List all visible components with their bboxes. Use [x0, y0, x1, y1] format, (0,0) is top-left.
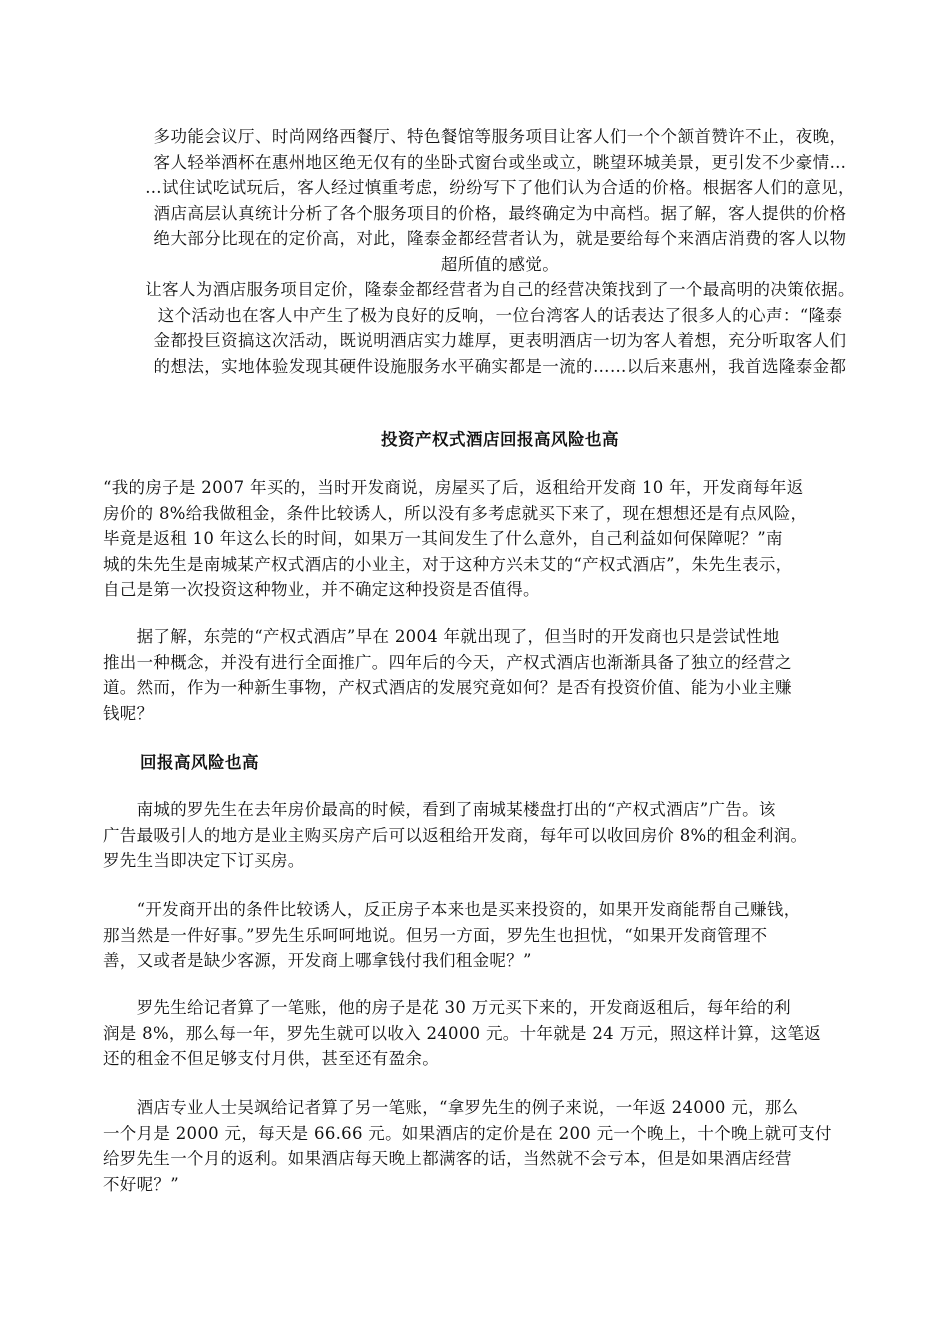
- text-line: 还的租金不但足够支付月供，甚至还有盈余。: [103, 1049, 439, 1068]
- paragraph-5: [103, 995, 893, 1072]
- text-line: 客人轻举酒杯在惠州地区绝无仅有的坐卧式窗台或坐或立，眺望环城美景，更引发不少豪情…: [153, 152, 847, 172]
- text-line: 广告最吸引人的地方是业主购买房产后可以返租给开发商，每年可以收回房价 8%的租金利润。: [103, 825, 808, 845]
- text-line: 南城的罗先生在去年房价最高的时候，看到了南城某楼盘打出的“产权式酒店”广告。该: [103, 800, 776, 819]
- intro-paragraph: [96, 124, 904, 379]
- paragraph-3: [103, 797, 893, 874]
- text-line: 房价的 8%给我做租金，条件比较诱人，所以没有多考虑就买下来了，现在想想还是有点风险，: [103, 503, 808, 523]
- text-line: 据了解，东莞的“产权式酒店”早在 2004 年就出现了，但当时的开发商也只是尝试性地: [103, 627, 780, 646]
- text-line: 超所值的感觉。: [440, 254, 560, 274]
- text-line: 酒店高层认真统计分析了各个服务项目的价格，最终确定为中高档。据了解，客人提供的价格: [153, 203, 847, 223]
- text-line: 钱呢？: [103, 703, 154, 723]
- text-line: 不好呢？”: [103, 1174, 179, 1194]
- text-line: 罗先生当即决定下订买房。: [103, 851, 305, 870]
- text-line: 道。然而，作为一种新生事物，产权式酒店的发展究竟如何？是否有投资价值、能为小业主赚: [103, 678, 792, 697]
- paragraph-4: [103, 897, 893, 974]
- text-line: 推出一种概念，并没有进行全面推广。四年后的今天，产权式酒店也渐渐具备了独立的经营之: [103, 652, 792, 672]
- text-line: 给罗先生一个月的返利。如果酒店每天晚上都满客的话，当然就不会亏本，但是如果酒店经营: [103, 1149, 792, 1168]
- text-line: 罗先生给记者算了一笔账，他的房子是花 30 万元买下来的，开发商返租后，每年给的利: [103, 998, 791, 1017]
- text-line: 绝大部分比现在的定价高，对此，隆泰金都经营者认为，就是要给每个来酒店消费的客人以物: [153, 229, 847, 248]
- text-line: 一个月是 2000 元，每天是 66.66 元。如果酒店的定价是在 200 元一个晚上，十个晚上就可支付: [103, 1123, 832, 1143]
- text-line: 城的朱先生是南城某产权式酒店的小业主，对于这种方兴未艾的“产权式酒店”，朱先生表示，: [103, 554, 793, 574]
- text-line: 这个活动也在客人中产生了极为良好的反响，一位台湾客人的话表达了很多人的心声：“隆泰: [157, 305, 843, 325]
- text-line: 金都投巨资搞这次活动，既说明酒店实力雄厚，更表明酒店一切为客人着想，充分听取客人们: [153, 331, 847, 350]
- text-line: 自己是第一次投资这种物业，并不确定这种投资是否值得。: [103, 580, 540, 599]
- text-line: “我的房子是 2007 年买的，当时开发商说，房屋买了后，返租给开发商 10 年，开发商每年返: [103, 478, 804, 497]
- text-line: 毕竟是返租 10 年这么长的时间，如果万一其间发生了什么意外，自己利益如何保障呢？”南: [103, 529, 783, 548]
- paragraph-1: [103, 475, 893, 603]
- text-line: 润是 8%，那么每一年，罗先生就可以收入 24000 元。十年就是 24 万元，照这样计算，这笔返: [103, 1023, 822, 1043]
- text-line: 的想法，实地体验发现其硬件设施服务水平确实都是一流的……以后来惠州，我首选隆泰金都: [153, 356, 847, 376]
- text-line: 让客人为酒店服务项目定价，隆泰金都经营者为自己的经营决策找到了一个最高明的决策依据。: [145, 280, 855, 299]
- paragraph-6: [103, 1095, 893, 1197]
- text-line: …试住试吃试玩后，客人经过慎重考虑，纷纷写下了他们认为合适的价格。根据客人们的意见，: [145, 178, 855, 197]
- text-line: 多功能会议厅、时尚网络西餐厅、特色餐馆等服务项目让客人们一个个颔首赞许不止，夜晚，: [153, 127, 847, 146]
- paragraph-2: [103, 624, 893, 726]
- section-subheading: 回报高风险也高: [140, 753, 259, 772]
- text-line: 那当然是一件好事。”罗先生乐呵呵地说。但另一方面，罗先生也担忧，“如果开发商管理不: [103, 925, 768, 945]
- text-line: 善，又或者是缺少客源，开发商上哪拿钱付我们租金呢？”: [103, 951, 532, 970]
- text-line: 酒店专业人士吴飒给记者算了另一笔账，“拿罗先生的例子来说，一年返 24000 元，那么: [103, 1098, 799, 1117]
- text-line: “开发商开出的条件比较诱人，反正房子本来也是买来投资的，如果开发商能帮自己赚钱，: [103, 900, 801, 919]
- article-title: 投资产权式酒店回报高风险也高: [381, 430, 619, 449]
